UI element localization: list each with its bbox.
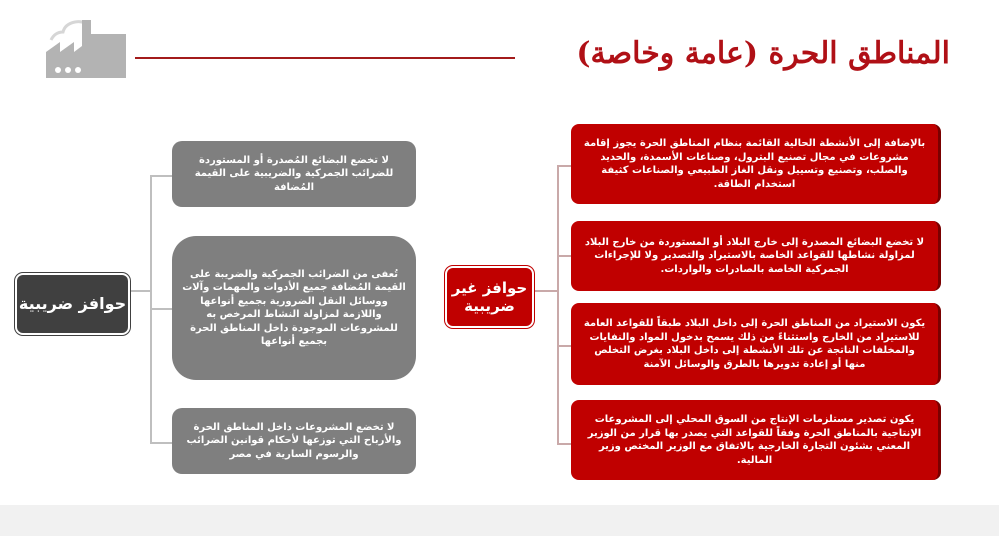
tax-incentive-item: لا تخضع البضائع المُصدرة أو المستوردة للضرائب الجمركية والضريبية على القيمة المُضافة	[172, 141, 416, 207]
non-tax-incentive-item: لا تخضع البضائع المصدرة إلى خارج البلاد أو المستوردة من خارج البلاد لمزاولة نشاطها للقواعد الخاصة بالاستيراد والتصدير ولا للإجراءات الجمركية الخاصة بالصادرات والواردات.	[571, 221, 941, 291]
factory-icon	[46, 14, 126, 78]
page-title: المناطق الحرة (عامة وخاصة)	[576, 36, 950, 71]
header-divider	[135, 57, 515, 59]
connector	[557, 165, 559, 445]
tax-incentive-item: تُعفى من الضرائب الجمركية والضريبة على القيمة المُضافة جميع الأدوات والمهمات وآلات ووسائل النقل الضرورية بجميع أنواعها واللازمة لمزاولة النشاط المرخص به للمشروعات الموجودة داخل المناطق الحرة بجميع أنواعها	[172, 236, 416, 380]
connector	[557, 443, 571, 445]
tax-incentives-label: حوافز ضريبية	[17, 275, 128, 333]
non-tax-incentive-item: بالإضافة إلى الأنشطة الحالية القائمة بنظام المناطق الحرة يجوز إقامة مشروعات في مجال تصنيع البترول، وصناعات الأسمدة، والحديد والصلب، وتصنيع وتسييل ونقل الغاز الطبيعي والصناعات كثيفة استخدام الطاقة.	[571, 124, 941, 204]
non-tax-incentive-item: يكون تصدير مستلزمات الإنتاج من السوق المحلي إلى المشروعات الإنتاجية بالمناطق الحرة وفقاً للقواعد التي يصدر بها قرار من الوزير المعني بشئون التجارة الخارجية بالاتفاق مع الوزير المختص وزير المالية.	[571, 400, 941, 480]
connector	[129, 290, 151, 292]
connector	[533, 290, 558, 292]
non-tax-incentives-label: حوافز غير ضريبية	[447, 268, 532, 326]
tax-incentive-item: لا تخضع المشروعات داخل المناطق الحرة والأرباح التي توزعها لأحكام قوانين الضرائب والرسوم السارية في مصر	[172, 408, 416, 474]
connector	[150, 308, 172, 310]
connector	[150, 175, 172, 177]
non-tax-incentive-item: يكون الاستيراد من المناطق الحرة إلى داخل البلاد طبقاً للقواعد العامة للاستيراد من الخارج واستثناءً من ذلك يسمح بدخول المواد والنفايات والمخلفات الناتجة عن تلك الأنشطة إلى داخل البلاد بغرض التخلص منها أو إعادة تدويرها بالطرق والوسائل الآمنة	[571, 303, 941, 385]
connector	[557, 165, 571, 167]
connector	[557, 255, 571, 257]
connector	[150, 442, 172, 444]
bottom-band	[0, 505, 999, 536]
connector	[557, 345, 571, 347]
